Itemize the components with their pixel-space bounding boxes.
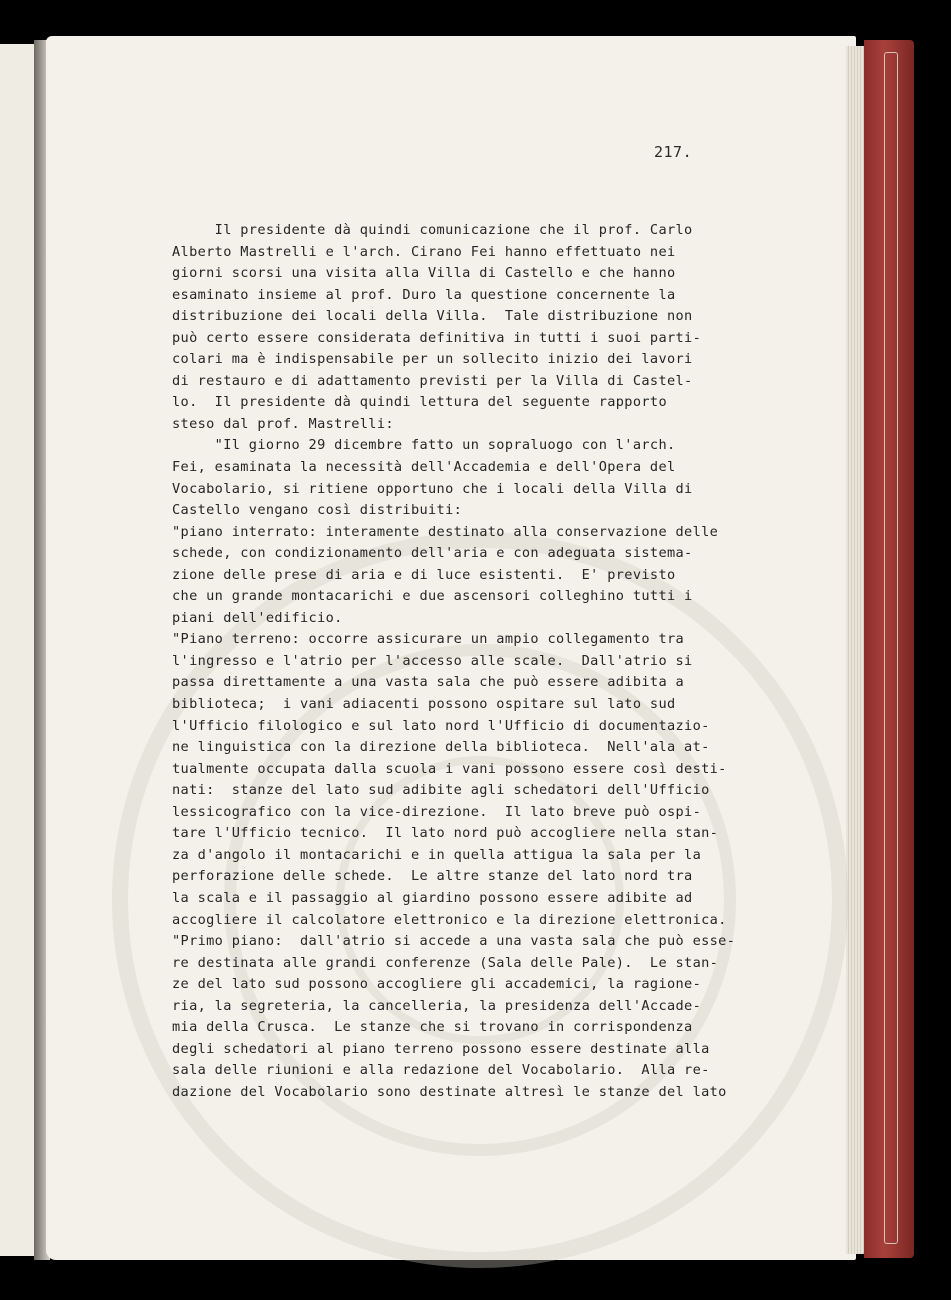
text-line: Vocabolario, si ritiene opportuno che i locali della Villa di [172,480,693,497]
text-line: schede, con condizionamento dell'aria e con adeguata sistema- [172,545,693,562]
text-line: l'Ufficio filologico e sul lato nord l'Ufficio di documentazio- [172,717,710,734]
text-line: zione delle prese di aria e di luce esistenti. E' previsto [172,566,676,583]
text-line: può certo essere considerata definitiva in tutti i suoi parti- [172,329,702,346]
text-line: la scala e il passaggio al giardino possono essere adibite ad [172,889,693,906]
text-line: lo. Il presidente dà quindi lettura del seguente rapporto [172,394,667,411]
text-line: colari ma è indispensabile per un sollecito inizio dei lavori [172,351,693,368]
text-line: "piano interrato: interamente destinato alla conservazione delle [172,523,719,540]
text-line: za d'angolo il montacarichi e in quella attigua la sala per la [172,846,702,863]
page-ribbon [884,52,898,1244]
text-line: Il presidente dà quindi comunicazione che il prof. Carlo [172,222,693,238]
text-line: tare l'Ufficio tecnico. Il lato nord può accogliere nella stan- [172,825,719,842]
text-line: accogliere il calcolatore elettronico e la direzione elettronica. [172,911,727,928]
text-line: perforazione delle schede. Le altre stanze del lato nord tra [172,868,693,885]
text-line: ze del lato sud possono accogliere gli accademici, la ragione- [172,976,702,993]
text-line: biblioteca; i vani adiacenti possono ospitare sul lato sud [172,696,676,713]
text-line: Castello vengano così distribuiti: [172,502,463,519]
text-line: Fei, esaminata la necessità dell'Accademia e dell'Opera del [172,459,676,476]
text-line: "Piano terreno: occorre assicurare un ampio collegamento tra [172,631,685,648]
typed-text-body [172,220,772,1103]
text-line: nati: stanze del lato sud adibite agli schedatori dell'Ufficio [172,782,710,799]
text-line: di restauro e di adattamento previsti per la Villa di Castel- [172,372,693,389]
text-line: esaminato insieme al prof. Duro la questione concernente la [172,286,676,303]
left-page-edge [0,44,36,1256]
text-line: l'ingresso e l'atrio per l'accesso alle scale. Dall'atrio si [172,652,693,669]
text-line: ne linguistica con la direzione della biblioteca. Nell'ala at- [172,739,710,756]
text-line: lessicografico con la vice-direzione. Il lato breve può ospi- [172,803,702,820]
text-line: passa direttamente a una vasta sala che può essere adibita a [172,674,685,691]
text-line: degli schedatori al piano terreno possono essere destinate alla [172,1040,710,1057]
text-line: che un grande montacarichi e due ascensori colleghino tutti i [172,588,693,605]
text-line: sala delle riunioni e alla redazione del Vocabolario. Alla re- [172,1062,710,1079]
text-line: mia della Crusca. Le stanze che si trovano in corrispondenza [172,1019,693,1036]
text-line: tualmente occupata dalla scuola i vani possono essere così desti- [172,760,727,777]
text-line: ria, la segreteria, la cancelleria, la presidenza dell'Accade- [172,997,702,1014]
text-line: dazione del Vocabolario sono destinate altresì le stanze del lato [172,1083,727,1100]
text-line: "Primo piano: dall'atrio si accede a una vasta sala che può esse- [172,933,736,950]
text-line: re destinata alle grandi conferenze (Sala delle Pale). Le stan- [172,954,719,971]
text-line: giorni scorsi una visita alla Villa di Castello e che hanno [172,265,676,282]
page-number: 217. [654,143,693,161]
text-line: "Il giorno 29 dicembre fatto un sopraluogo con l'arch. [172,437,676,454]
text-line: steso dal prof. Mastrelli: [172,415,394,432]
text-line: distribuzione dei locali della Villa. Tale distribuzione non [172,308,693,325]
text-line: piani dell'edificio. [172,609,343,626]
text-line: Alberto Mastrelli e l'arch. Cirano Fei hanno effettuato nei [172,243,676,260]
